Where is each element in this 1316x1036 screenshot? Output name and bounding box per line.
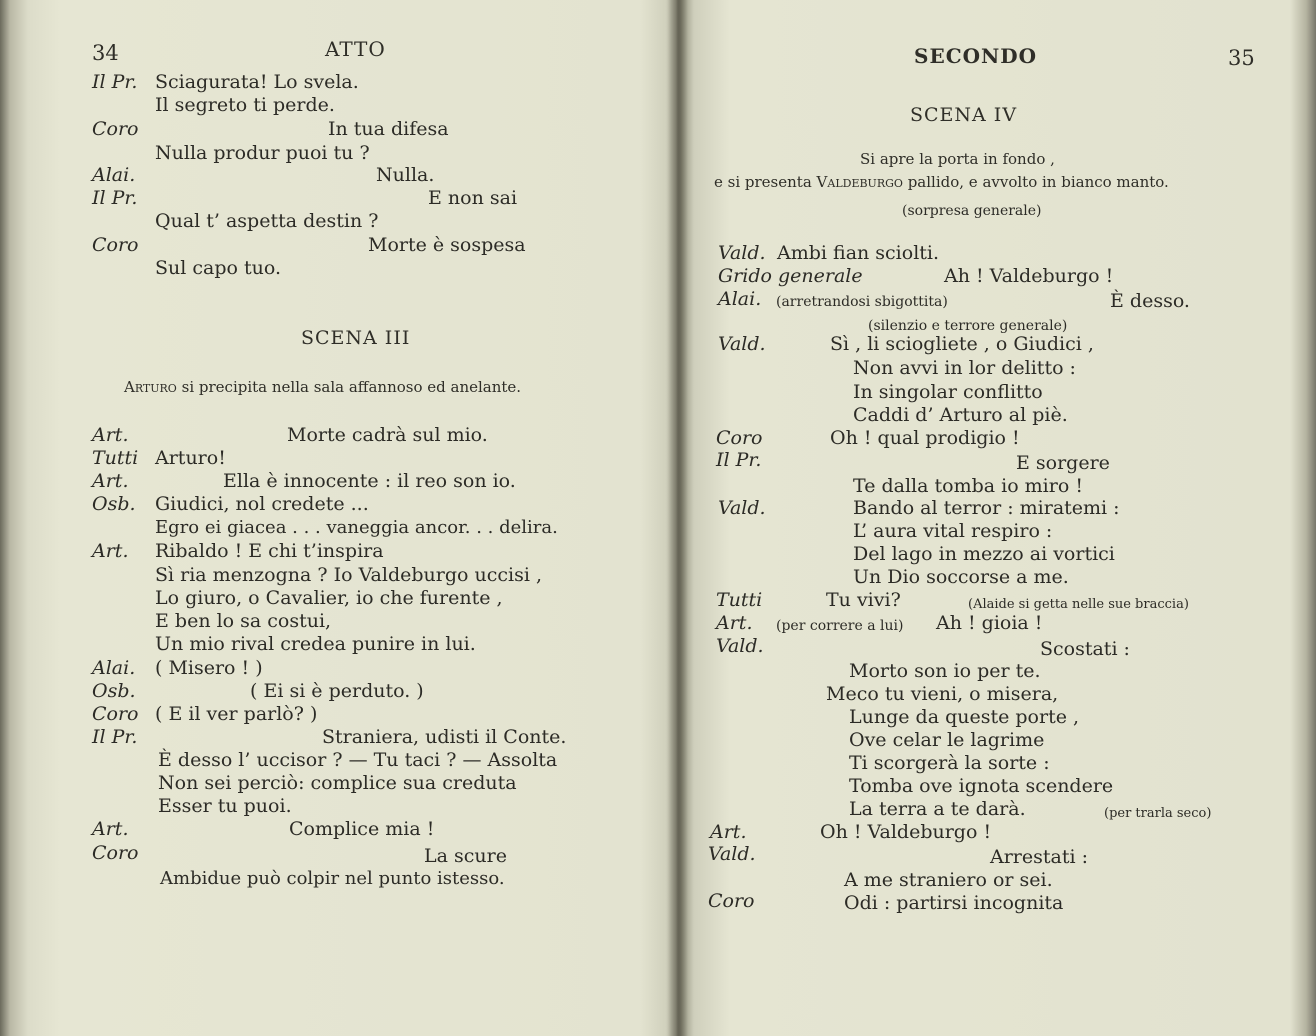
scene-title: SCENA III: [301, 327, 411, 349]
stage-direction: [714, 171, 1169, 193]
dialogue-line: Meco tu vieni, o misera,: [826, 683, 1059, 705]
dialogue-line: La scure: [424, 845, 507, 867]
speaker-label: Tutti: [92, 447, 139, 469]
dialogue-line: Odi : partirsi incognita: [844, 892, 1064, 914]
stage-direction-text: e si presenta: [714, 173, 812, 191]
dialogue-line: Egro ei giacea . . . vaneggia ancor. . . delira.: [155, 517, 558, 538]
dialogue-line: Scostati :: [1040, 638, 1130, 660]
running-header: ATTO: [325, 37, 386, 61]
speaker-label: Coro: [92, 842, 139, 864]
stage-direction: Si apre la porta in fondo ,: [860, 150, 1055, 168]
dialogue-line: Ah ! Valdeburgo !: [944, 265, 1114, 287]
dialogue-line: ( E il ver parlò? ): [155, 703, 318, 725]
stage-direction-text: si precipita nella sala affannoso ed anelante.: [181, 378, 522, 396]
speaker-label: Il Pr.: [92, 187, 138, 209]
dialogue-line: È desso l’ uccisor ? — Tu taci ? — Assolta: [158, 749, 558, 771]
dialogue-line: Straniera, udisti il Conte.: [322, 726, 567, 748]
speaker-label: Art.: [92, 818, 129, 840]
speaker-label: Alai.: [92, 164, 136, 186]
dialogue-line: ( Misero ! ): [155, 657, 263, 679]
speaker-label: Osb.: [92, 493, 136, 515]
dialogue-line: Morto son io per te.: [849, 660, 1041, 682]
dialogue-line: Un Dio soccorse a me.: [853, 566, 1069, 588]
dialogue-line: Ella è innocente : il reo son io.: [223, 470, 516, 492]
dialogue-line: Giudici, nol credete ...: [155, 493, 369, 515]
dialogue-line: In singolar conflitto: [853, 381, 1043, 403]
dialogue-line: Ah ! gioia !: [936, 612, 1043, 634]
right-page: [680, 0, 1316, 1036]
dialogue-line: Ambi fian sciolti.: [777, 242, 940, 264]
speaker-label: Art.: [716, 612, 753, 634]
dialogue-line: Morte cadrà sul mio.: [287, 424, 488, 446]
speaker-label: Art.: [92, 470, 129, 492]
dialogue-line: Del lago in mezzo ai vortici: [853, 543, 1115, 565]
speaker-label: Il Pr.: [92, 726, 138, 748]
stage-direction: (silenzio e terrore generale): [868, 318, 1068, 334]
dialogue-line: Qual t’ aspetta destin ?: [155, 210, 379, 232]
dialogue-line: L’ aura vital respiro :: [853, 520, 1053, 542]
dialogue-line: Lo giuro, o Cavalier, io che furente ,: [155, 587, 503, 609]
dialogue-line: Esser tu puoi.: [158, 795, 292, 817]
dialogue-line: Arturo!: [155, 447, 226, 469]
dialogue-line: Ove celar le lagrime: [849, 729, 1045, 751]
speaker-label: Coro: [92, 703, 139, 725]
dialogue-line: È desso.: [1110, 290, 1190, 312]
speaker-label: Vald.: [718, 333, 766, 355]
speaker-label: Alai.: [718, 288, 762, 310]
dialogue-line: Ti scorgerà la sorte :: [849, 752, 1050, 774]
dialogue-line: Nulla.: [376, 164, 435, 186]
speaker-label: Coro: [708, 890, 755, 912]
speaker-label: Alai.: [92, 657, 136, 679]
dialogue-line: Ribaldo ! E chi t’inspira: [155, 540, 384, 562]
dialogue-line: Caddi d’ Arturo al piè.: [853, 404, 1068, 426]
dialogue-line: Complice mia !: [289, 818, 435, 840]
scene-title: SCENA IV: [910, 104, 1018, 126]
speaker-label: Tutti: [716, 589, 763, 611]
dialogue-line: Sì , li sciogliete , o Giudici ,: [830, 333, 1094, 355]
dialogue-line: Morte è sospesa: [368, 234, 526, 256]
speaker-label: Art.: [92, 424, 129, 446]
speaker-label: Vald.: [718, 497, 766, 519]
dialogue-line: Ambidue può colpir nel punto istesso.: [160, 868, 505, 889]
dialogue-line: La terra a te darà.: [849, 798, 1026, 820]
stage-direction: (arretrandosi sbigottita): [776, 294, 948, 310]
dialogue-line: ( Ei si è perduto. ): [250, 680, 424, 702]
stage-direction: (per trarla seco): [1104, 806, 1212, 821]
stage-direction-text: pallido, e avvolto in bianco manto.: [907, 173, 1169, 191]
dialogue-line: In tua difesa: [328, 118, 449, 140]
dialogue-line: Tomba ove ignota scendere: [849, 775, 1114, 797]
dialogue-line: Oh ! Valdeburgo !: [820, 821, 992, 843]
dialogue-line: Lunge da queste porte ,: [849, 706, 1080, 728]
dialogue-line: Nulla produr puoi tu ?: [155, 142, 370, 164]
page-number: 34: [92, 41, 119, 65]
dialogue-line: E sorgere: [1016, 452, 1110, 474]
dialogue-line: Sul capo tuo.: [155, 257, 281, 279]
character-name: Valdeburgo: [816, 173, 903, 191]
dialogue-line: Un mio rival credea punire in lui.: [155, 633, 476, 655]
stage-direction: (Alaide si getta nelle sue braccia): [968, 597, 1189, 612]
dialogue-line: Il segreto ti perde.: [155, 94, 335, 116]
speaker-label: Art.: [710, 821, 747, 843]
stage-direction: [124, 376, 521, 398]
dialogue-line: Non sei perciò: complice sua creduta: [158, 772, 517, 794]
dialogue-line: Arrestati :: [990, 846, 1088, 868]
stage-direction: (per correre a lui): [776, 618, 904, 634]
speaker-label: Vald.: [716, 635, 764, 657]
speaker-label: Il Pr.: [92, 71, 138, 93]
speaker-label: Vald.: [718, 242, 766, 264]
page-number: 35: [1228, 46, 1255, 70]
dialogue-line: E ben lo sa costui,: [155, 610, 332, 632]
speaker-label: Vald.: [708, 843, 756, 865]
character-name: Arturo: [124, 378, 177, 396]
speaker-label: Coro: [92, 118, 139, 140]
speaker-label: Grido generale: [718, 265, 863, 287]
dialogue-line: Non avvi in lor delitto :: [853, 357, 1076, 379]
speaker-label: Coro: [92, 234, 139, 256]
dialogue-line: Te dalla tomba io miro !: [853, 475, 1083, 497]
dialogue-line: Sciagurata! Lo svela.: [155, 71, 359, 93]
dialogue-line: A me straniero or sei.: [844, 869, 1053, 891]
stage-direction: (sorpresa generale): [902, 203, 1042, 219]
dialogue-line: Tu vivi?: [826, 589, 901, 611]
dialogue-line: Bando al terror : miratemi :: [853, 497, 1120, 519]
speaker-label: Osb.: [92, 680, 136, 702]
dialogue-line: E non sai: [428, 187, 518, 209]
speaker-label: Coro: [716, 427, 763, 449]
dialogue-line: Oh ! qual prodigio !: [830, 427, 1020, 449]
speaker-label: Il Pr.: [716, 449, 762, 471]
speaker-label: Art.: [92, 540, 129, 562]
running-header: SECONDO: [914, 44, 1038, 68]
dialogue-line: Sì ria menzogna ? Io Valdeburgo uccisi ,: [155, 564, 542, 586]
